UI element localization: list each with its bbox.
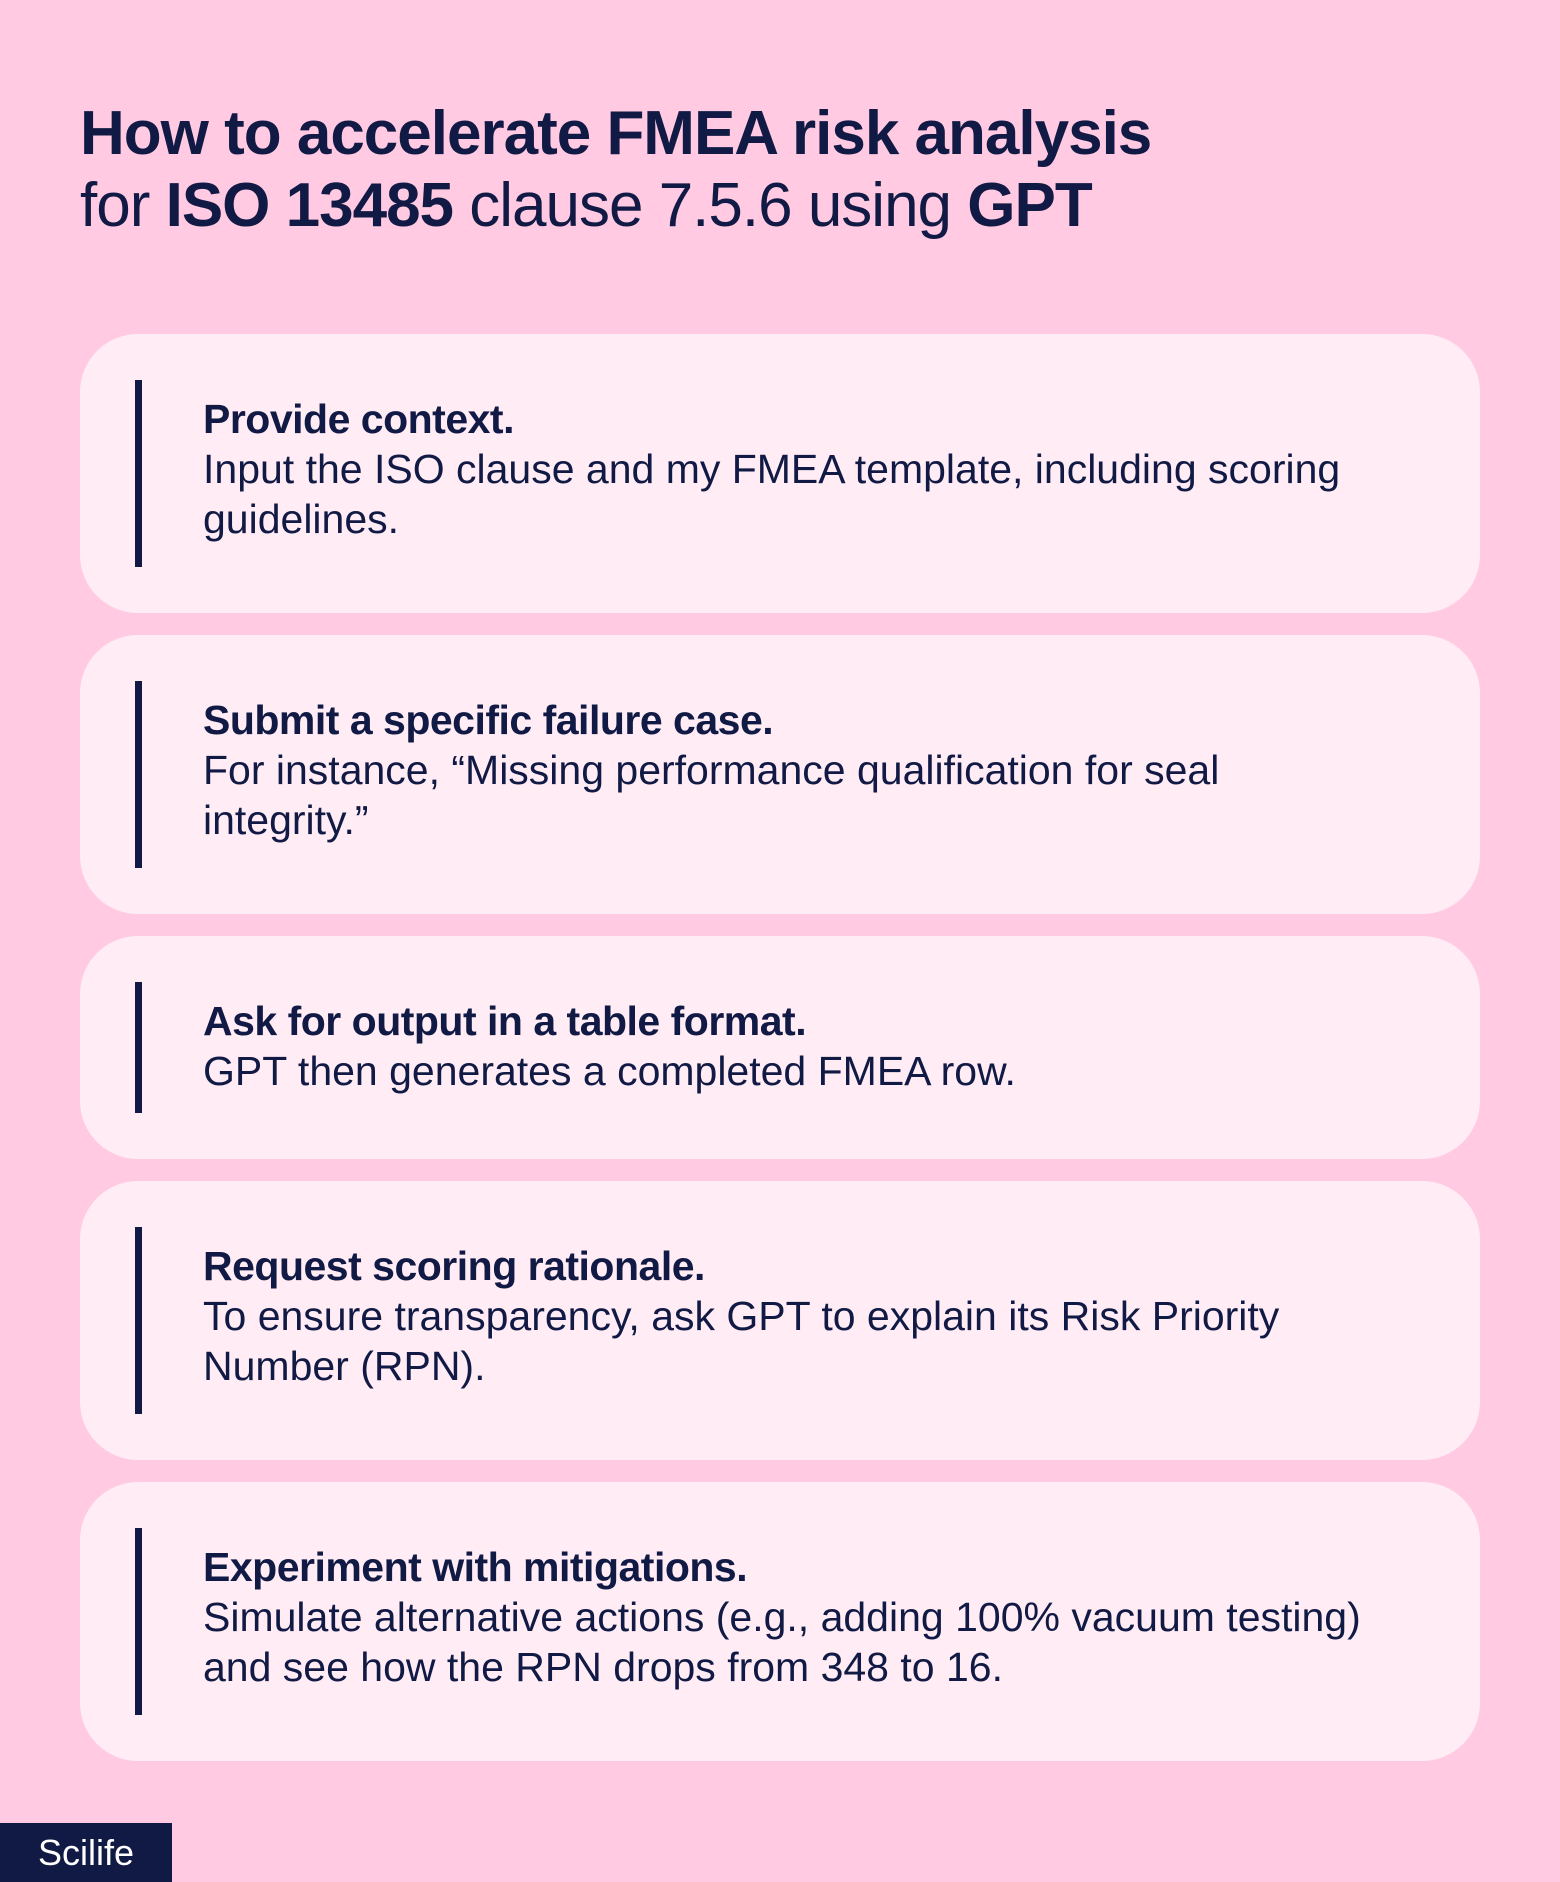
title-clause: clause 7.5.6 using (453, 171, 968, 240)
accent-bar (135, 1528, 142, 1715)
step-body: GPT then generates a completed FMEA row. (203, 1048, 1016, 1094)
accent-bar (135, 681, 142, 868)
accent-bar (135, 1227, 142, 1414)
step-text (203, 695, 1390, 845)
step-text (203, 394, 1390, 544)
step-body: Simulate alternative actions (e.g., adding 100% vacuum testing) and see how the RPN drops from 348 to 16. (203, 1594, 1361, 1690)
step-card-1 (80, 334, 1480, 613)
step-card-3 (80, 936, 1480, 1159)
step-text (203, 1542, 1390, 1692)
step-text (203, 1241, 1390, 1391)
step-heading: Submit a specific failure case. (203, 697, 774, 743)
title-line-1: How to accelerate FMEA risk analysis (80, 99, 1152, 168)
title-prefix: for (80, 171, 166, 240)
title-gpt: GPT (967, 171, 1092, 240)
step-heading: Request scoring rationale. (203, 1243, 705, 1289)
title-line-2 (80, 170, 1480, 242)
step-heading: Provide context. (203, 396, 514, 442)
step-body: To ensure transparency, ask GPT to explain its Risk Priority Number (RPN). (203, 1293, 1280, 1389)
step-text (203, 996, 1390, 1096)
accent-bar (135, 380, 142, 567)
step-heading: Ask for output in a table format. (203, 998, 807, 1044)
step-body: Input the ISO clause and my FMEA template, including scoring guidelines. (203, 446, 1341, 542)
step-card-5 (80, 1482, 1480, 1761)
step-card-4 (80, 1181, 1480, 1460)
page-title (80, 98, 1480, 242)
step-body: For instance, “Missing performance qualification for seal integrity.” (203, 747, 1220, 843)
title-iso: ISO 13485 (165, 171, 454, 240)
scilife-logo: Scilife (0, 1823, 172, 1882)
step-card-2 (80, 635, 1480, 914)
step-heading: Experiment with mitigations. (203, 1544, 748, 1590)
accent-bar (135, 982, 142, 1113)
